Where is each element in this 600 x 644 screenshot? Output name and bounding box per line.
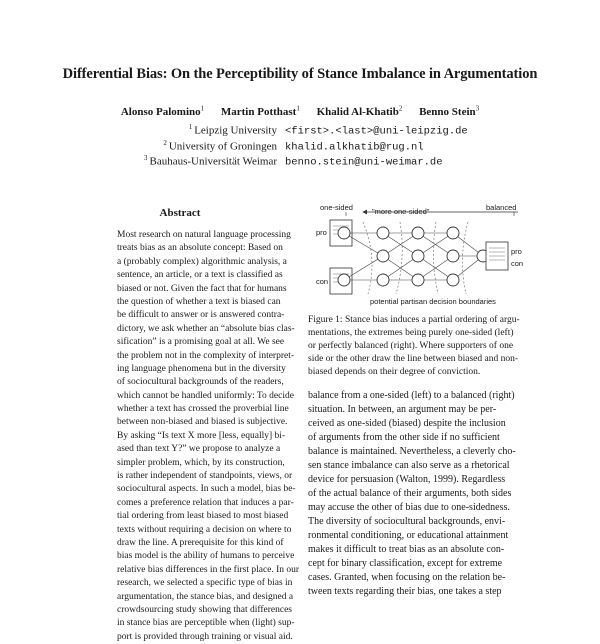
abstract-line: a (probably complex) algorithmic analysis, a (117, 256, 287, 267)
body-line: of arguments from the other side if no sufficient (308, 432, 500, 443)
abstract-line: ased than text Y?” we propose to analyze a (117, 444, 281, 455)
abstract-line: crowdsourcing study showing that differences (117, 604, 293, 615)
figure-stance-bias (308, 198, 533, 308)
abstract-line: be difficult to answer or is answered contra- (117, 310, 285, 321)
abstract-line: sentence, an article, or a text is classified as (117, 270, 283, 281)
abstract-line: the problem not in the complexity of interpret- (117, 350, 295, 361)
body-line: makes it difficult to treat bias as an absolute con- (308, 544, 505, 555)
abstract-line: argumentation, the stance bias, and designed a (117, 591, 294, 602)
abstract-line: treats bias as an absolute concept: Based on (117, 243, 283, 254)
abstract-line: simpler problem, which, by its construction, (117, 457, 285, 468)
body-line: balance from a one-sided (left) to a balanced (right) (308, 390, 515, 401)
abstract-line: sification” is a promising goal at all. We see (117, 337, 285, 348)
body-text-right (308, 389, 533, 599)
abstract-body (117, 229, 300, 644)
label-more-one-sided: "more one-sided" (372, 207, 430, 216)
caption-line: or perfectly balanced (right). Where supporters of one (308, 341, 514, 351)
body-line: ronmental conditioning, or educational attainment (308, 530, 509, 541)
abstract-line: bias model is the ability of humans to perceive (117, 551, 295, 562)
affiliation: $^2$ University of Groningen khalid.alkhatib@rug.nl (163, 138, 424, 154)
abstract-line: tial ordering from least biased to most biased (117, 511, 289, 522)
label-boundaries: potential partisan decision boundaries (370, 297, 496, 306)
label-con-right: con (511, 259, 524, 268)
abstract-line: texts without requiring a decision on where to (117, 524, 292, 535)
label-one-sided: one-sided (320, 203, 353, 212)
abstract-line: relative bias differences in the first place. In our (117, 564, 300, 575)
affiliation-list (0, 123, 600, 170)
paper-title: Differential Bias: On the Perceptibility of Stance Imbalance in Argumentation (62, 66, 538, 82)
body-line: sen stance imbalance can also serve as a rhetorical (308, 460, 510, 471)
author-list (0, 104, 600, 118)
abstract-line: between non-biased and biased is subjective. (117, 417, 288, 428)
abstract-line: comes a preference relation that induces a par- (117, 497, 294, 508)
affiliation: $^3$ Bauhaus-Universität Weimar benno.stein@uni-weimar.de (143, 154, 443, 169)
abstract-line: is rather independent of standpoints, views, or (117, 471, 293, 482)
body-line: of the actual balance of their arguments, both sides (308, 488, 512, 499)
body-line: cept for binary classification, except for extreme (308, 558, 503, 569)
body-line: situation. In between, an argument may be per- (308, 404, 497, 415)
caption-line: side or the other draw the line between biased and non- (308, 354, 518, 364)
abstract-line: Most research on natural language processing (117, 230, 291, 240)
author: Alonso Palomino$^1$ (120, 104, 205, 118)
body-line: tween texts regarding their bias, one takes a step (308, 586, 502, 597)
document-icon-balanced (486, 242, 508, 270)
abstract-line: sociocultural aspects. In such a model, bias be- (117, 484, 296, 495)
abstract-line: in stance bias are perceptible when (light) sup- (117, 618, 295, 629)
body-line: balance is maintained. Nevertheless, a cleverly cho- (308, 446, 516, 457)
caption-line: biased depends on their degree of conviction. (308, 367, 481, 377)
caption-line: mentations, the extremes being purely one-sided (left) (308, 328, 514, 338)
ordering-nodes (338, 227, 489, 286)
author: Khalid Al-Khatib$^2$ (316, 104, 403, 118)
abstract-line: dictory, we ask whether an “absolute bias clas- (117, 323, 295, 334)
abstract-line: research, we selected a specific type of bias in (117, 578, 293, 589)
caption-line: Figure 1: Stance bias induces a partial ordering of argu- (308, 315, 520, 325)
affiliation: $^1$ Leipzig University <first>.<last>@uni-leipzig.de (188, 123, 468, 138)
body-line: device for persuasion (Walton, 1999). Regardless (308, 474, 506, 485)
email-link[interactable]: khalid.alkhatib@rug.nl (285, 141, 424, 154)
abstract-line: of sociocultural backgrounds of the readers, (117, 377, 284, 388)
abstract-heading: Abstract (159, 207, 201, 219)
abstract-line: the question of whether a text is biased can (117, 296, 281, 307)
abstract-line: biased or not. Given the fact that for humans (117, 283, 287, 294)
body-line: may accuse the other of bias due to one-sidedness. (308, 502, 510, 513)
abstract-line: draw the line. A prerequisite for this kind of (117, 537, 284, 548)
abstract-line: port is provided through training or visual aid. (117, 631, 293, 642)
author: Benno Stein$^3$ (419, 104, 480, 118)
body-line: cases. Granted, when focusing on the relation be- (308, 572, 506, 583)
email-link[interactable]: benno.stein@uni-weimar.de (285, 156, 443, 169)
body-line: The diversity of sociocultural backgrounds, envi- (308, 516, 506, 527)
figure-caption (308, 314, 533, 379)
abstract-line: whether a text has crossed the proverbial line (117, 404, 289, 415)
abstract-line: By asking “Is text X more [less, equally] bi- (117, 430, 286, 441)
author: Martin Potthast$^1$ (220, 104, 300, 118)
email-link[interactable]: <first>.<last>@uni-leipzig.de (285, 125, 468, 138)
label-pro: pro (316, 228, 327, 237)
label-con: con (316, 277, 329, 286)
label-pro-right: pro (511, 247, 522, 256)
body-line: ceived as one-sided (biased) despite the inclusion (308, 418, 506, 429)
abstract-line: which cannot be handled uniformly: To decide (117, 390, 294, 401)
abstract-line: ing language phenomena but in the diversity (117, 363, 286, 374)
label-balanced: balanced (486, 203, 517, 212)
